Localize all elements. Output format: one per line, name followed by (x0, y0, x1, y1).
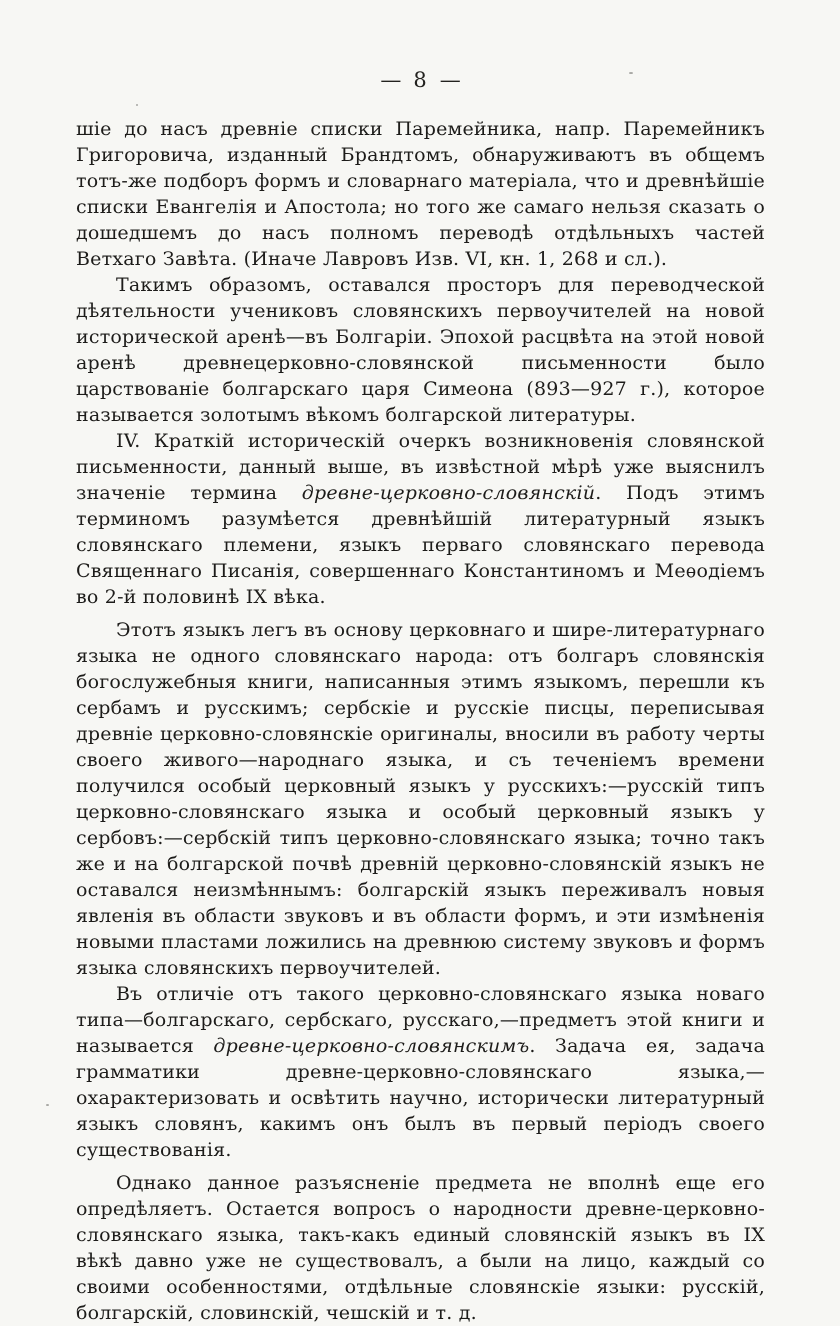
scan-speck (629, 72, 633, 74)
paragraph (76, 981, 765, 1163)
paragraph-text: . Задача ея, задача грамматики древне-церковно-словянскаго языка,—охарактеризовать и освѣтить научно, исторически литературный языкъ словянъ, какимъ онъ былъ въ первый періодъ своего существованія. (76, 1035, 765, 1161)
paragraph-continuation (76, 116, 765, 272)
page-number: 8 (413, 68, 428, 92)
header-dash-left: — (380, 68, 402, 92)
term-italic: древне-церковно-словянскій (301, 482, 596, 504)
paragraph-text: Такимъ образомъ, оставался просторъ для переводческой дѣятельности учениковъ словянскихъ первоучителей на новой исторической аренѣ—въ Болгаріи. Эпохой расцвѣта на этой новой аренѣ древнецерковно-словянской письменности было царствованіе болгарскаго царя Симеона (893—927 г.), которое называется золотымъ вѣкомъ болгарской литературы. (76, 274, 765, 426)
paragraph-text: Однако данное разъясненіе предмета не вполнѣ еще его опредѣляетъ. Остается вопросъ о народности древне-церковно-словянскаго языка, такъ-какъ единый словянскій языкъ въ IX вѣкѣ давно уже не существовалъ, а были на лицо, каждый со своими особенностями, отдѣльные словянскіе языки: русскій, болгарскій, словинскій, чешскій и т. д. (76, 1172, 765, 1324)
scan-speck (136, 104, 138, 106)
paragraph (76, 617, 765, 981)
paragraph-text: шіе до насъ древніе списки Паремейника, напр. Паремейникъ Григоровича, изданный Брандтомъ, обнаруживаютъ въ общемъ тотъ-же подборъ формъ и словарнаго матеріала, что и древнѣйшіе списки Евангелія и Апостола; но того же самаго нельзя сказать о дошедшемъ до насъ полномъ переводѣ отдѣльныхъ частей Ветхаго Завѣта. (Иначе Лавровъ Изв. VI, кн. 1, 268 и сл.). (76, 118, 765, 270)
paragraph-text: Въ отличіе отъ такого церковно-словянскаго языка новаго типа—болгарскаго, сербскаго, русскаго,—предметъ этой книги и называется (76, 983, 765, 1057)
term-italic: древне-церковно-словянскимъ (213, 1035, 530, 1057)
paragraph (76, 428, 765, 610)
scan-speck (46, 1104, 49, 1106)
paragraph-text: Этотъ языкъ легъ въ основу церковнаго и шире-литературнаго языка не одного словянскаго народа: отъ болгаръ словянскія богослужебныя книги, написанныя этимъ языкомъ, перешли къ сербамъ и русскимъ; сербскіе и русскіе писцы, переписывая древніе церковно-словянскіе оригиналы, вносили въ работу черты своего живого—народнаго языка, и съ теченіемъ времени получился особый церковный языкъ у русскихъ:—русскій типъ церковно-словянскаго языка и особый церковный языкъ у сербовъ:—сербскій типъ церковно-словянскаго языка; точно такъ же и на болгарской почвѣ древній церковно-словянскій языкъ не оставался неизмѣннымъ: болгарскій языкъ переживалъ новыя явленія въ области звуковъ и въ области формъ, и эти измѣненія новыми пластами ложились на древнюю систему звуковъ и формъ языка словянскихъ первоучителей. (76, 619, 765, 979)
paragraph-text: . Подъ этимъ терминомъ разумѣется древнѣйшій литературный языкъ словянскаго племени, языкъ перваго словянскаго перевода Священнаго Писанія, совершеннаго Константиномъ и Меѳодіемъ во 2-й половинѣ IX вѣка. (76, 482, 765, 608)
page-header (76, 68, 765, 92)
header-dash-right: — (439, 68, 461, 92)
paragraph (76, 272, 765, 428)
paragraph (76, 1170, 765, 1326)
paragraph-text: IV. Краткій историческій очеркъ возникновенія словянской письменности, данный выше, въ извѣстной мѣрѣ уже выяснилъ значеніе термина (76, 430, 765, 504)
page-text (76, 116, 765, 1326)
